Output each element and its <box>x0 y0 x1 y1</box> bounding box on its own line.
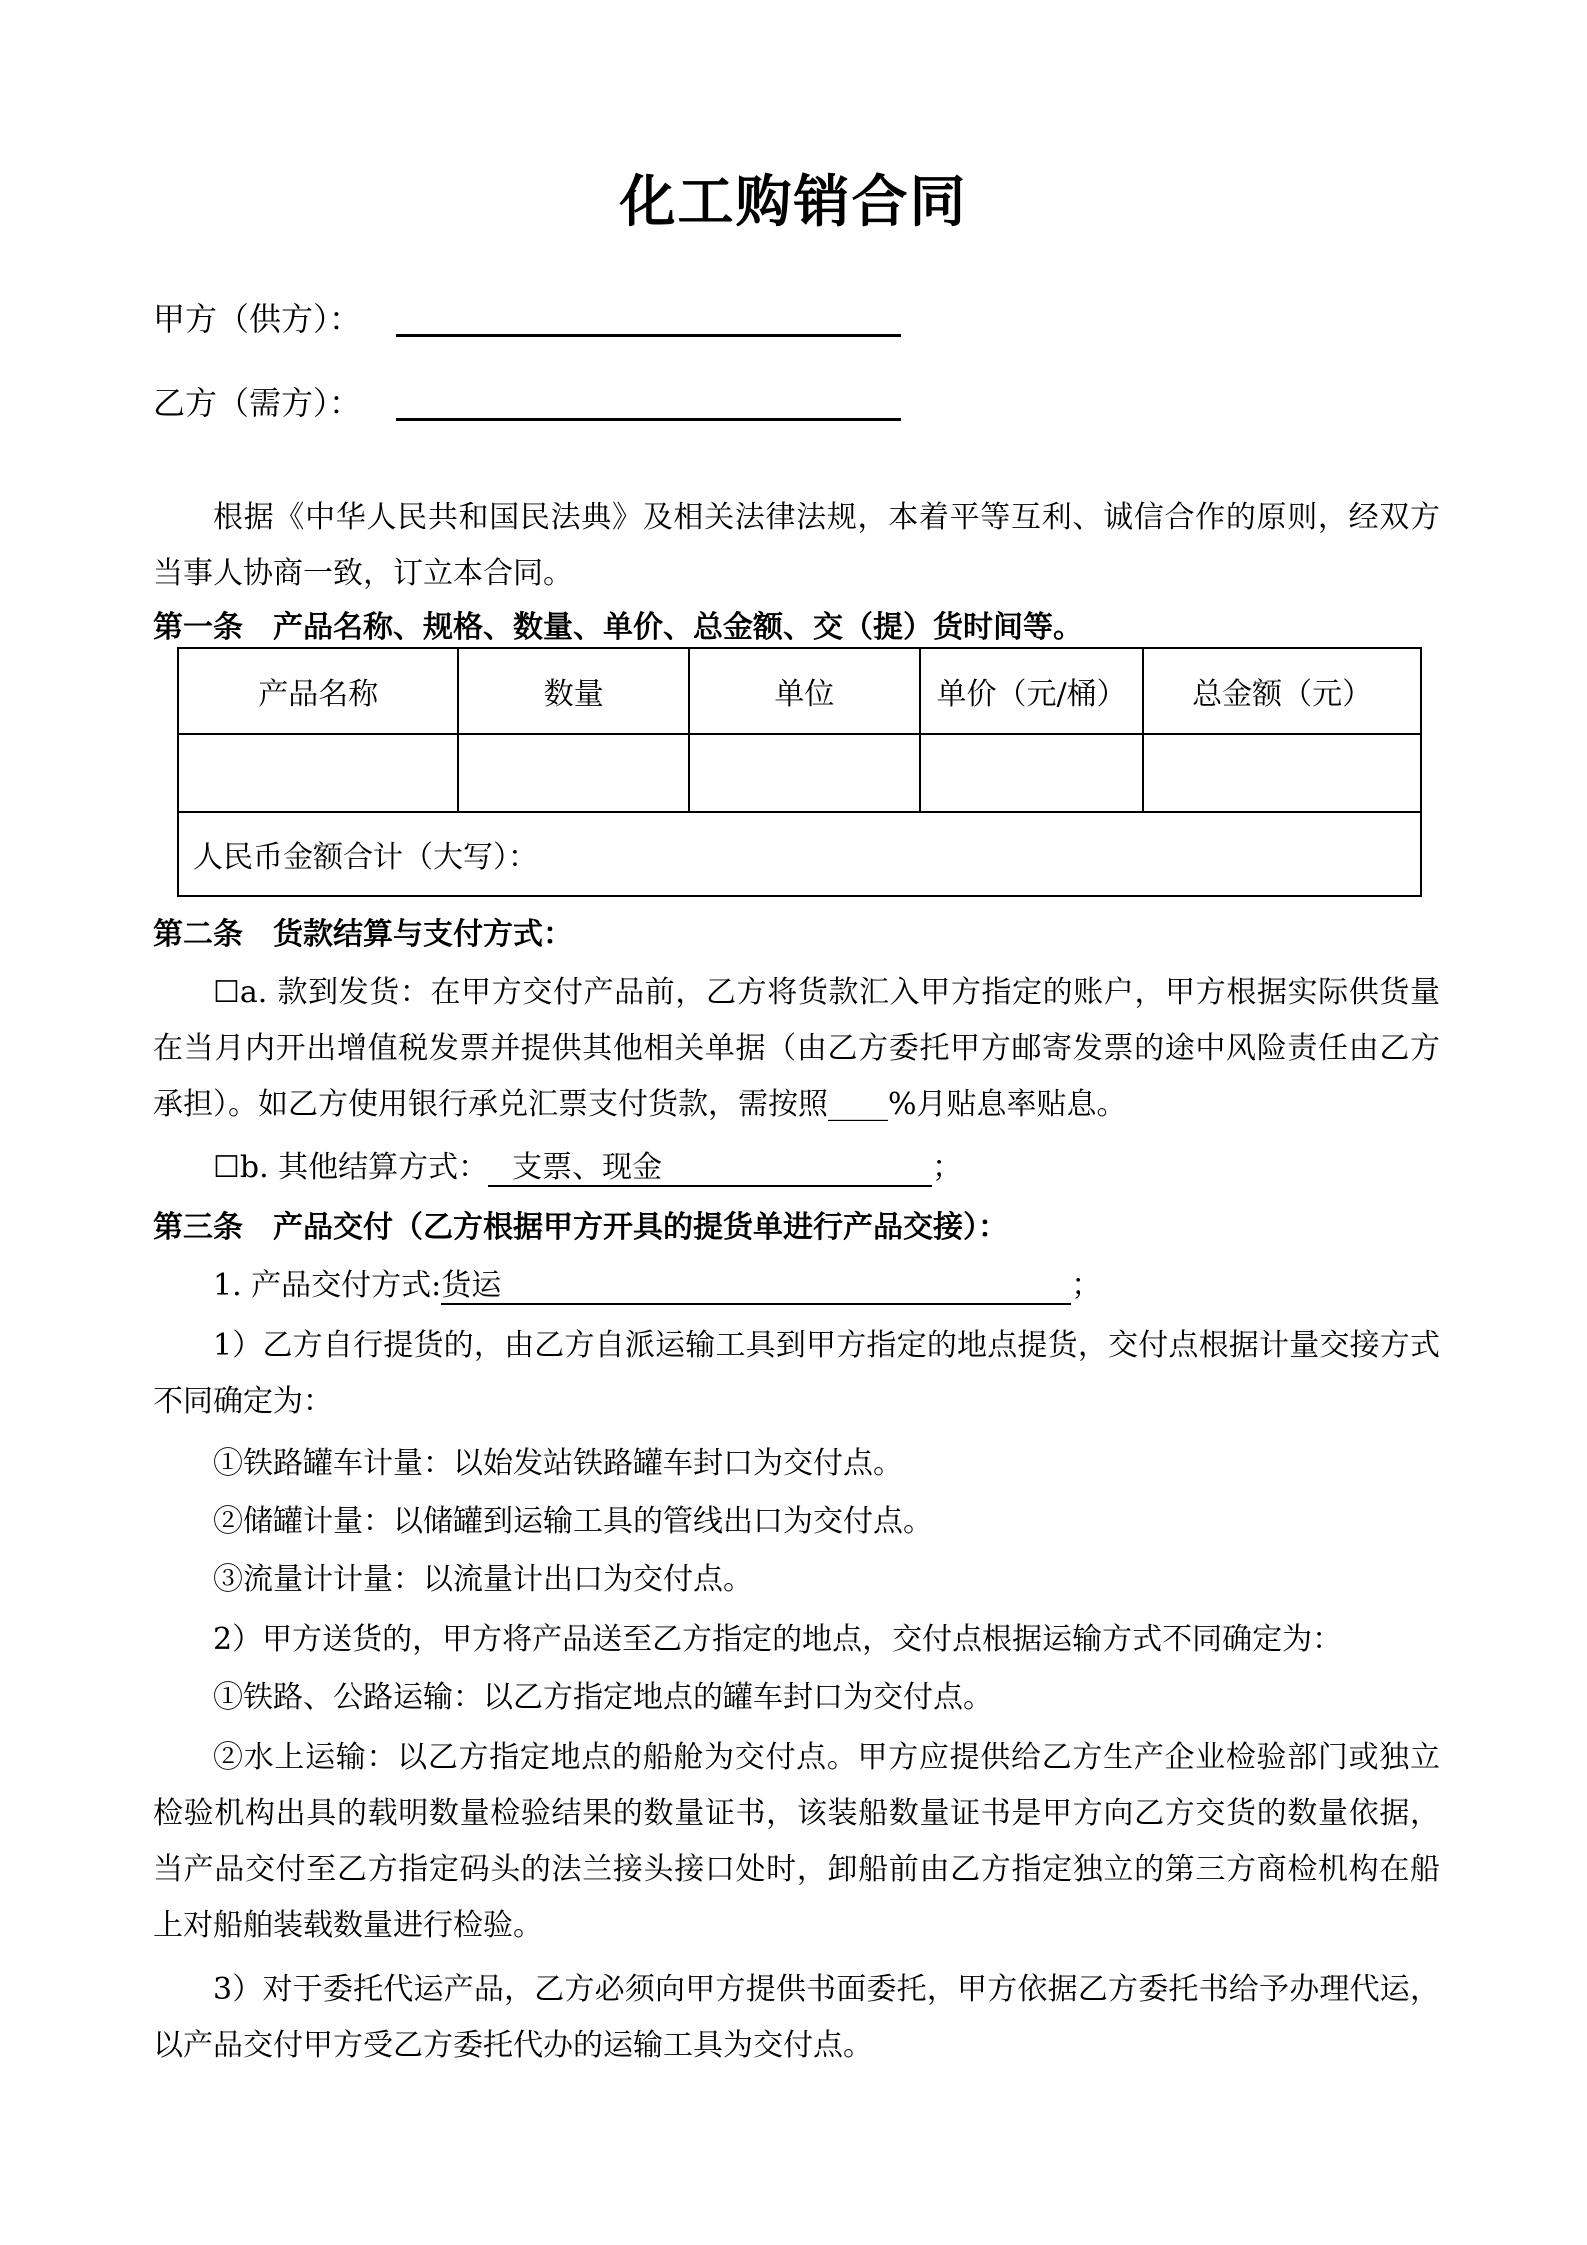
header-product-name: 产品名称 <box>178 648 458 734</box>
list-item: ①铁路罐车计量：以始发站铁路罐车封口为交付点。 <box>213 1446 903 1481</box>
list-item: ③流量计计量：以流量计出口为交付点。 <box>213 1562 753 1597</box>
party-a-blank[interactable] <box>396 334 901 337</box>
party-b-line <box>153 380 361 426</box>
list-item: ②储罐计量：以储罐到运输工具的管线出口为交付点。 <box>213 1504 933 1539</box>
party-a-line <box>153 296 361 342</box>
cell-product-name[interactable] <box>178 734 458 812</box>
article-3-heading: 第三条 产品交付（乙方根据甲方开具的提货单进行产品交接）： <box>153 1210 1008 1245</box>
article-1-heading: 第一条 产品名称、规格、数量、单价、总金额、交（提）货时间等。 <box>153 610 1083 645</box>
payment-option-b <box>213 1140 962 1196</box>
payment-option-b-label: ☐b. 其他结算方式： <box>213 1150 489 1185</box>
party-a-label: 甲方（供方）： <box>153 300 362 338</box>
article-2-heading: 第二条 货款结算与支付方式： <box>153 917 573 952</box>
total-amount-label[interactable]: 人民币金额合计（大写）： <box>178 812 1421 896</box>
header-unit: 单位 <box>689 648 920 734</box>
product-table <box>177 647 1422 897</box>
delivery-method <box>213 1258 1101 1314</box>
product-table-header-row <box>178 648 1421 734</box>
payment-option-a: ☐a. 款到发货：在甲方交付产品前，乙方将货款汇入甲方指定的账户，甲方根据实际供货量在当月内开出增值税发票并提供其他相关单据（由乙方委托甲方邮寄发票的途中风险责任由乙方承担）。如乙方使用银行承兑汇票支付货款，需按照____%月贴息率贴息。 <box>153 975 1440 1122</box>
delivery-method-value[interactable]: 货运 <box>441 1269 1071 1305</box>
payment-option-b-end: ； <box>932 1150 963 1185</box>
cell-quantity[interactable] <box>458 734 689 812</box>
supplier-delivery-paragraph: 2）甲方送货的，甲方将产品送至乙方指定的地点，交付点根据运输方式不同确定为： <box>213 1622 1343 1657</box>
cell-total-amount[interactable] <box>1143 734 1421 812</box>
intro-paragraph: 根据《中华人民共和国民法典》及相关法律法规，本着平等互利、诚信合作的原则，经双方当事人协商一致，订立本合同。 <box>153 500 1440 591</box>
water-transport-paragraph: ②水上运输：以乙方指定地点的船舱为交付点。甲方应提供给乙方生产企业检验部门或独立检验机构出具的载明数量检验结果的数量证书，该装船数量证书是甲方向乙方交货的数量依据，当产品交付至乙方指定码头的法兰接头接口处时，卸船前由乙方指定独立的第三方商检机构在船上对船舶装载数量进行检验。 <box>153 1740 1440 1943</box>
party-b-blank[interactable] <box>396 418 901 421</box>
product-table-total-row <box>178 812 1421 896</box>
header-quantity: 数量 <box>458 648 689 734</box>
list-item: ①铁路、公路运输：以乙方指定地点的罐车封口为交付点。 <box>213 1680 993 1715</box>
payment-option-b-value[interactable]: 支票、现金 <box>488 1151 932 1187</box>
header-total-amount: 总金额（元） <box>1143 648 1421 734</box>
self-pickup-paragraph: 1）乙方自行提货的，由乙方自派运输工具到甲方指定的地点提货，交付点根据计量交接方式不同确定为： <box>153 1328 1440 1419</box>
header-unit-price: 单价（元/桶） <box>920 648 1144 734</box>
party-b-label: 乙方（需方）： <box>153 384 362 422</box>
delivery-method-end: ； <box>1071 1268 1102 1303</box>
delivery-method-label: 1. 产品交付方式: <box>213 1268 442 1303</box>
document-title: 化工购销合同 <box>619 170 968 235</box>
cell-unit[interactable] <box>689 734 920 812</box>
product-table-row <box>178 734 1421 812</box>
cell-unit-price[interactable] <box>920 734 1144 812</box>
consigned-transport-paragraph: 3）对于委托代运产品，乙方必须向甲方提供书面委托，甲方依据乙方委托书给予办理代运，以产品交付甲方受乙方委托代办的运输工具为交付点。 <box>153 1972 1440 2063</box>
